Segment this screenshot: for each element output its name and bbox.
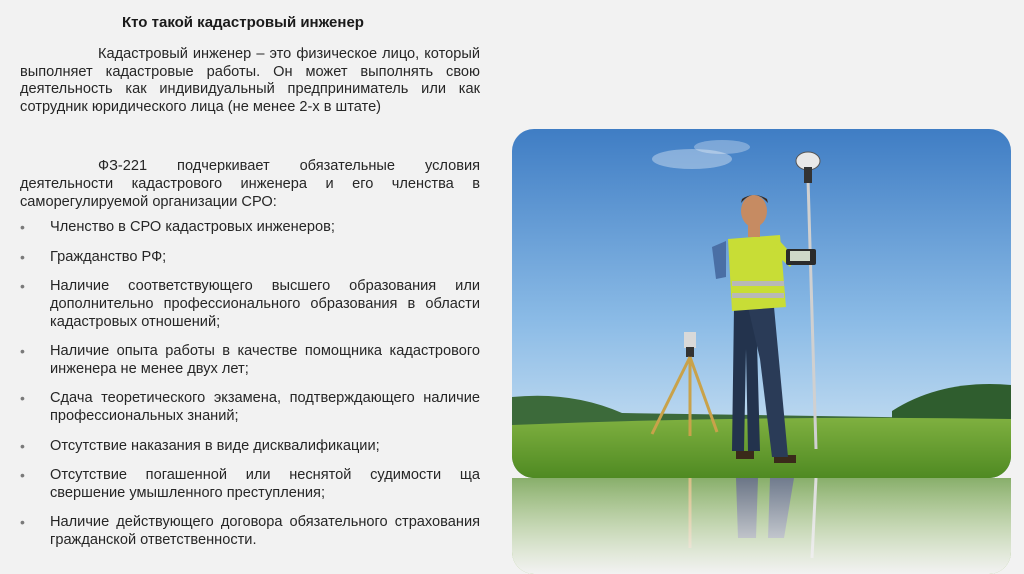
list-item-text: Наличие опыта работы в качестве помощника кадастрового инженера не менее двух лет;	[50, 343, 480, 377]
bullet-icon: •	[20, 467, 25, 484]
list-item-text: Отсутствие наказания в виде дисквалификации;	[50, 437, 380, 454]
bullet-icon: •	[20, 437, 25, 454]
text-column	[20, 46, 480, 561]
intro-paragraph: Кадастровый инженер – это физическое лицо, который выполняет кадастровые работы. Он может выполнять свою деятельность как индивидуальный предприниматель или как сотрудник юридического лица (не менее 2-х в штате)	[20, 46, 480, 115]
bullet-icon: •	[20, 343, 25, 360]
photo-reflection	[512, 478, 1011, 574]
bullet-icon: •	[20, 514, 25, 531]
reflection-illustration	[512, 478, 1011, 574]
bullet-icon: •	[20, 219, 25, 236]
list-item	[20, 514, 480, 549]
law-paragraph: ФЗ-221 подчеркивает обязательные условия деятельности кадастрового инженера и его членства в саморегулируемой организации СРО:	[20, 158, 480, 210]
bullet-icon: •	[20, 248, 25, 265]
requirements-list	[20, 219, 480, 549]
list-item-text: Членство в СРО кадастровых инженеров;	[50, 219, 335, 236]
list-item	[20, 438, 480, 456]
surveyor-illustration	[512, 129, 1011, 478]
list-item-text: Наличие действующего договора обязательного страхования гражданской ответственности.	[50, 514, 480, 548]
bullet-icon: •	[20, 390, 25, 407]
surveyor-photo	[512, 129, 1011, 478]
list-item	[20, 219, 480, 237]
list-item	[20, 278, 480, 331]
slide-title: Кто такой кадастровый инженер	[122, 14, 364, 31]
list-item	[20, 390, 480, 425]
list-item	[20, 249, 480, 267]
list-item-text: Гражданство РФ;	[50, 248, 167, 265]
list-item	[20, 343, 480, 378]
bullet-icon: •	[20, 278, 25, 295]
list-item-text: Наличие соответствующего высшего образования или дополнительно профессионального образования в области кадастровых отношений;	[50, 278, 480, 330]
list-item	[20, 467, 480, 502]
list-item-text: Отсутствие погашенной или неснятой судимости ща свершение умышленного преступления;	[50, 467, 480, 501]
list-item-text: Сдача теоретического экзамена, подтверждающего наличие профессиональных знаний;	[50, 390, 480, 424]
